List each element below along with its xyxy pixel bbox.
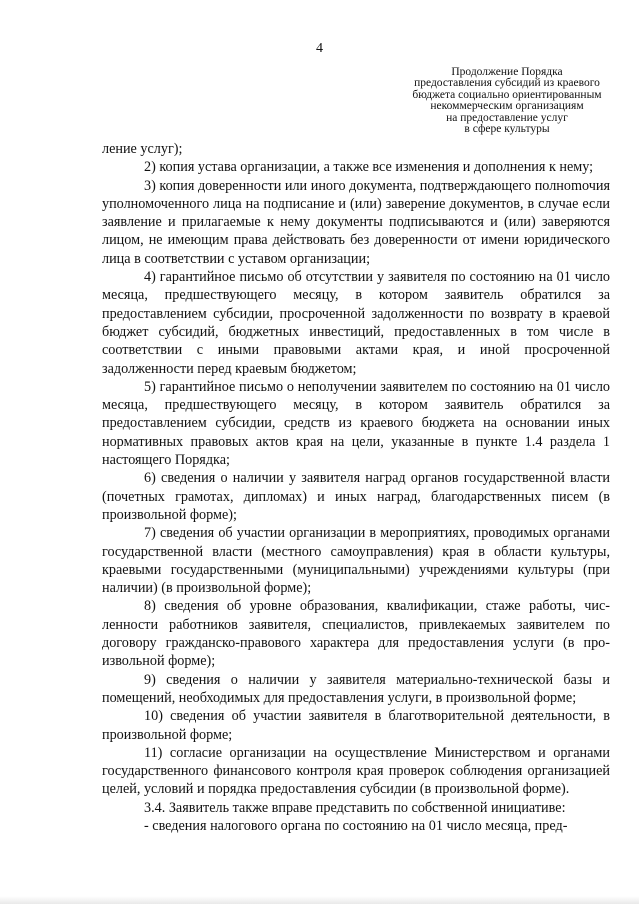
header-line: Продолжение Порядка bbox=[451, 66, 563, 78]
scan-edge bbox=[0, 896, 639, 904]
list-item-11: 11) согласие организации на осуществление Министерством и органами государственного финансового контроля края проверок соблюдения организацией целей, условий и порядка предоставления субсидии (в произвольной форме). bbox=[102, 744, 610, 798]
header-line: в сфере культуры bbox=[464, 123, 550, 136]
paragraph-continuation: ление услуг); bbox=[102, 141, 183, 157]
list-item-3: 3) копия доверенности или иного документа, подтверждающего полноmочия уполномоченного лица на подписание и (или) заверение документов, в случае если заявление и прилагаемые к нему документы подписываются и (или) заверяются лицом, не имеющим права действовать без доверенности от имени юридического лица в соответствии с уставом организации; bbox=[102, 177, 610, 267]
list-item-8: 8) сведения об уровне образования, квалификации, стаже работы, численности работников заявителя, специалистов, привлекаемых заявителем по договору гражданско-правового характера для предоставления услуги (в произвольной форме); bbox=[102, 598, 610, 670]
header-line: на предоставление услуг bbox=[446, 111, 568, 124]
list-item-9: 9) сведения о наличии у заявителя материально-технической базы и помещений, необходимых для предоставления услуги, в произвольной форме; bbox=[102, 671, 610, 706]
dash-item: - сведения налогового органа по состоянию на 01 число месяца, пред- bbox=[144, 817, 568, 834]
list-item-4: 4) гарантийное письмо об отсутствии у заявителя по состоянию на 01 число месяца, предшествующего месяцу, в котором заявитель обратился за предоставлением субсидии, просроченной задолженности по возврату в краевой бюджет субсидий, бюджетных инвестиций, предоставленных в том числе в соответствии с иными правовыми актами края, и иной просроченной задолженности перед краевым бюджетом; bbox=[102, 269, 610, 377]
list-item-7: 7) сведения об участии организации в мероприятиях, проводимых органами государственной власти (местного самоуправления) края в области культуры, краевыми государственными (муниципальными) учреждениями культуры (при наличии) (в произвольной форме); bbox=[102, 525, 610, 597]
list-item-5: 5) гарантийное письмо о неполучении заявителем по состоянию на 01 число месяца, предшествующего месяцу, в котором заявитель обратился за предоставлением субсидии, средств из краевого бюджета на основании иных нормативных правовых актов края на цели, указанные в пункте 1.4 раздела 1 настоящего Порядка; bbox=[102, 378, 610, 469]
header-line: предоставления субсидий из краевого bbox=[414, 77, 600, 90]
list-item-6: 6) сведения о наличии у заявителя наград органов государственной власти (почетных грамотах, дипломах) и иных наград, благодарственных писем (в произвольной форме); bbox=[102, 470, 610, 523]
section-3-4: 3.4. Заявитель также вправе представить по собственной инициативе: bbox=[144, 799, 566, 816]
header-line: некоммерческим организациям bbox=[430, 100, 584, 113]
page-number: 4 bbox=[316, 41, 323, 56]
list-item-2: 2) копия устава организации, а также все изменения и дополнения к нему; bbox=[144, 159, 594, 176]
header-line: бюджета социально ориентированным bbox=[412, 88, 602, 101]
list-item-10: 10) сведения об участии заявителя в благотворительной деятельности, в произвольной форме; bbox=[102, 708, 610, 743]
document-body bbox=[102, 140, 610, 835]
continuation-header bbox=[388, 67, 626, 135]
